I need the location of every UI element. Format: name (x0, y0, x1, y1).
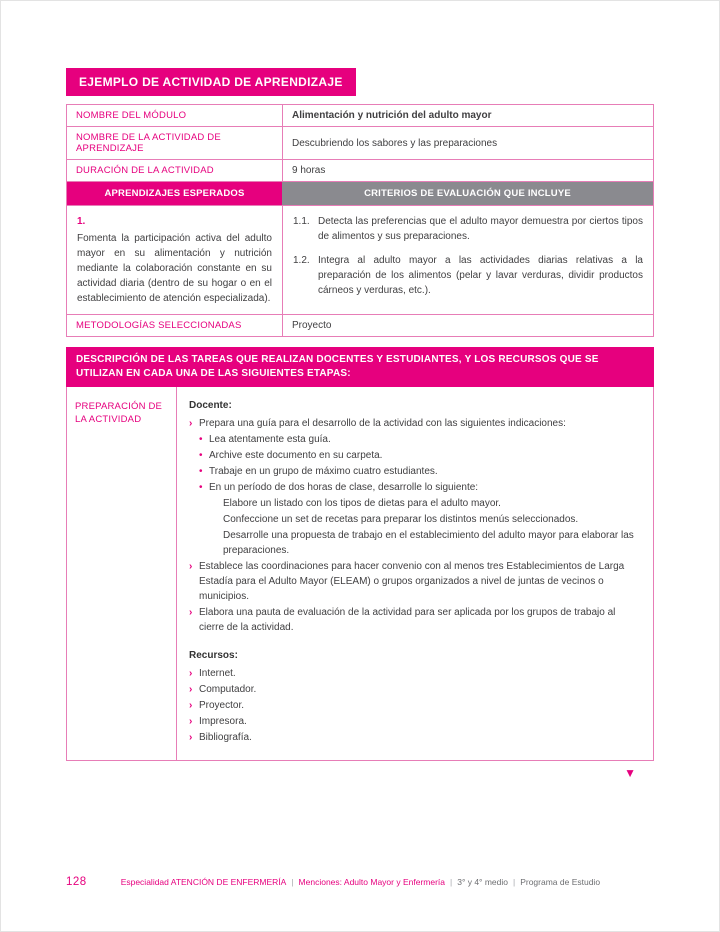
activity-title-banner: EJEMPLO DE ACTIVIDAD DE APRENDIZAJE (66, 68, 356, 96)
evaluation-criteria-header: CRITERIOS DE EVALUACIÓN QUE INCLUYE (282, 182, 653, 205)
list-item-text: Archive este documento en su carpeta. (209, 450, 383, 461)
dot-bullet-icon: • (199, 434, 203, 445)
table-row (67, 159, 653, 181)
list-item-text: Elabora una pauta de evaluación de la actividad para ser aplicada por los grupos de trabajo al cierre de la actividad. (199, 607, 616, 633)
footer-program: Programa de Estudio (520, 877, 601, 887)
table-row (67, 314, 653, 336)
list-item (189, 698, 639, 713)
criterion-number: 1.2. (293, 255, 310, 266)
list-item-text: Prepara una guía para el desarrollo de la actividad con las siguientes indicaciones: (199, 418, 566, 429)
chevron-bullet-icon: › (189, 716, 193, 727)
list-item-text: Impresora. (199, 716, 247, 727)
document-page (66, 68, 654, 782)
chevron-bullet-icon: › (189, 418, 193, 429)
dot-bullet-icon: • (199, 482, 203, 493)
list-item (189, 714, 639, 729)
footer-specialty: Especialidad ATENCIÓN DE ENFERMERÍA (120, 877, 287, 887)
chevron-bullet-icon: › (189, 561, 193, 572)
stage-content (177, 387, 653, 760)
module-name-value: Alimentación y nutrición del adulto mayor (282, 105, 653, 126)
chevron-bullet-icon: › (189, 684, 193, 695)
page-number: 128 (66, 876, 87, 888)
criterion-text: Integra al adulto mayor a las actividades diarias relativas a la preparación de los alimentos (pelar y lavar verduras, dividir productos cárneos y verduras, etc.). (318, 255, 643, 296)
list-item-text: Elabore un listado con los tipos de dietas para el adulto mayor. (223, 498, 501, 509)
footer-grade: 3° y 4° medio (457, 877, 508, 887)
description-banner: DESCRIPCIÓN DE LAS TAREAS QUE REALIZAN DOCENTES Y ESTUDIANTES, Y LOS RECURSOS QUE SE UTILIZAN EN CADA UNA DE LAS SIGUIENTES ETAPAS: (66, 347, 654, 387)
methodology-value: Proyecto (282, 315, 653, 336)
continuation-triangle-icon: ▼ (624, 766, 636, 780)
table-row (67, 105, 653, 126)
list-item (199, 464, 639, 479)
page-footer (66, 876, 654, 888)
dot-bullet-icon: • (199, 466, 203, 477)
list-item-text: Establece las coordinaciones para hacer convenio con al menos tres Establecimientos de Larga Estadía para el Adulto Mayor (ELEAM) o grupos organizados a nivel de juntas de vecinos o municipios. (199, 561, 625, 602)
dot-bullet-icon: • (199, 450, 203, 461)
criteria-cell (282, 206, 653, 314)
stage-table (66, 387, 654, 761)
list-item (189, 559, 639, 604)
duration-value: 9 horas (282, 160, 653, 181)
list-item (223, 528, 639, 558)
criterion-text: Detecta las preferencias que el adulto mayor demuestra por ciertos tipos de alimentos y sus preparaciones. (318, 216, 643, 242)
table-header-row (67, 181, 653, 205)
list-item-text: Confeccione un set de recetas para preparar los distintos menús seleccionados. (223, 514, 579, 525)
expected-learning-header: APRENDIZAJES ESPERADOS (67, 182, 282, 205)
chevron-bullet-icon: › (189, 607, 193, 618)
footer-mentions: Menciones: Adulto Mayor y Enfermería (298, 877, 446, 887)
chevron-bullet-icon: › (189, 668, 193, 679)
module-name-label: NOMBRE DEL MÓDULO (76, 110, 187, 121)
footer-separator: | (512, 877, 516, 887)
list-item-text: Trabaje en un grupo de máximo cuatro estudiantes. (209, 466, 438, 477)
activity-name-label: NOMBRE DE LA ACTIVIDAD DE APRENDIZAJE (76, 132, 221, 154)
expected-learning-number: 1. (77, 216, 86, 227)
list-item-text: Desarrolle una propuesta de trabajo en el establecimiento del adulto mayor para elaborar las preparaciones. (223, 530, 634, 556)
list-item-text: Bibliografía. (199, 732, 252, 743)
list-item (189, 605, 639, 635)
list-item (199, 448, 639, 463)
list-item-text: En un período de dos horas de clase, desarrolle lo siguiente: (209, 482, 479, 493)
chevron-bullet-icon: › (189, 732, 193, 743)
docente-heading: Docente: (189, 400, 232, 411)
continuation-marker-row (66, 764, 654, 782)
stage-label: PREPARACIÓN DE LA ACTIVIDAD (67, 387, 177, 760)
expected-learning-text: Fomenta la participación activa del adulto mayor en su alimentación y nutrición mediante la colaboración constante en su actividad diaria (dentro de su hogar o en el establecimiento de atención especializada). (77, 233, 272, 304)
chevron-bullet-icon: › (189, 700, 193, 711)
list-item-text: Computador. (199, 684, 257, 695)
list-item (223, 512, 639, 527)
expected-learning-cell (67, 206, 282, 314)
list-item-text: Proyector. (199, 700, 245, 711)
criterion-item (293, 253, 643, 298)
learning-row (67, 205, 653, 314)
list-item (223, 496, 639, 511)
list-item (199, 432, 639, 447)
criterion-item (293, 214, 643, 244)
list-item-text: Internet. (199, 668, 236, 679)
recursos-heading: Recursos: (189, 650, 238, 661)
footer-separator: | (291, 877, 294, 887)
list-item (199, 480, 639, 495)
activity-table (66, 104, 654, 337)
table-row (67, 126, 653, 159)
criterion-number: 1.1. (293, 216, 310, 227)
footer-separator: | (450, 877, 453, 887)
activity-name-value: Descubriendo los sabores y las preparaciones (282, 127, 653, 159)
list-item (189, 682, 639, 697)
methodology-label: METODOLOGÍAS SELECCIONADAS (76, 320, 242, 331)
duration-label: DURACIÓN DE LA ACTIVIDAD (76, 165, 214, 176)
list-item (189, 730, 639, 745)
list-item (189, 666, 639, 681)
list-item-text: Lea atentamente esta guía. (209, 434, 331, 445)
list-item (189, 416, 639, 431)
